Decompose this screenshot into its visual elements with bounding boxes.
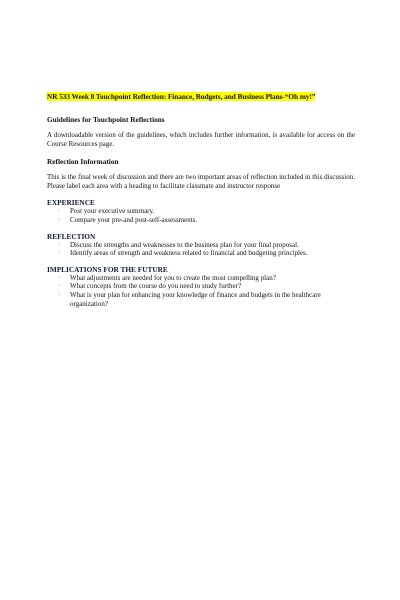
bullet-icon: · [58,241,60,248]
list-item-text: Discuss the strengths and weaknesses to the business plan for your final proposal. [70,240,299,249]
document-body [47,86,355,308]
reflection-info-text: This is the final week of discussion and there are two important areas of reflection included in this discussion. Please label each area with a heading to facilitate classmate and instructor response [47,173,355,190]
list-item-text: Identify areas of strength and weakness related to financial and budgeting principles. [70,249,308,258]
list-item-text: Compare your pre-and post-self-assessments. [70,215,198,224]
document-title: NR 533 Week 8 Touchpoint Reflection: Finance, Budgets, and Business Plans-“Oh my!” [47,92,316,101]
bullet-icon: · [58,208,60,215]
list-item [47,249,355,258]
guidelines-text: A downloadable version of the guidelines, which includes further information, is available for access on the Course Resources page. [47,131,355,148]
list-item [47,291,355,308]
list-item [47,274,355,283]
list-item [47,282,355,291]
section-reflection [47,232,355,258]
section-heading: REFLECTION [47,231,96,241]
bullet-icon: · [58,274,60,281]
list-item [47,216,355,225]
bullet-list [47,274,355,308]
bullet-icon: · [58,291,60,298]
list-item [47,241,355,250]
bullet-list [47,241,355,258]
list-item-text: Post your executive summary. [70,207,155,216]
list-item [47,207,355,216]
section-heading: EXPERIENCE [47,198,95,208]
bullet-icon: · [58,216,60,223]
list-item-text: What is your plan for enhancing your knowledge of finance and budgets in the healthcare organization? [70,290,321,308]
bullet-list [47,207,355,224]
bullet-icon: · [58,283,60,290]
guidelines-heading: Guidelines for Touchpoint Reflections [47,115,165,124]
list-item-text: What concepts from the course do you need to study further? [70,282,242,291]
section-heading: IMPLICATIONS FOR THE FUTURE [47,264,168,274]
section-implications [47,265,355,308]
reflection-info-heading: Reflection Information [47,157,119,167]
bullet-icon: · [58,250,60,257]
section-experience [47,198,355,224]
list-item-text: What adjustments are needed for you to create the most compelling plan? [70,273,276,282]
